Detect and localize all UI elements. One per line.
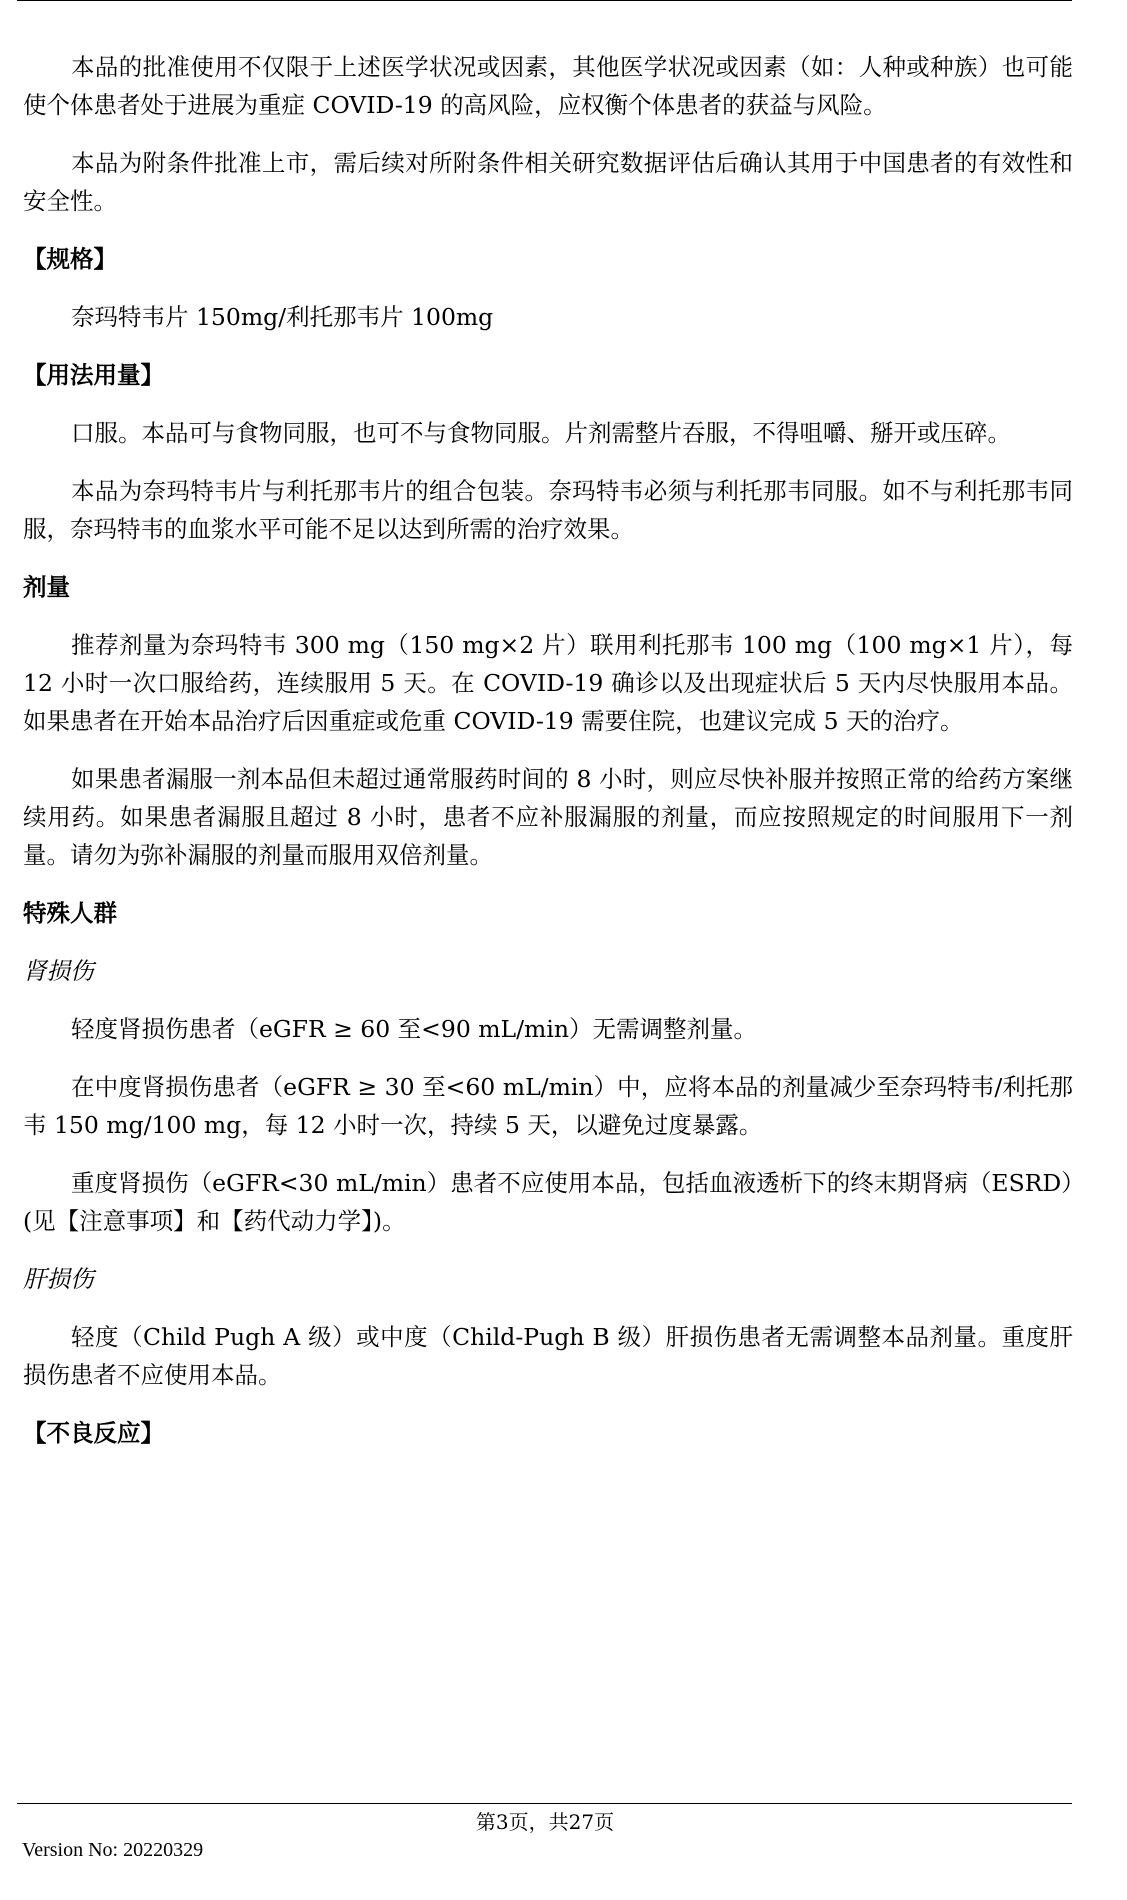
special-population-heading: 特殊人群 <box>23 899 117 927</box>
header-rule <box>17 0 1072 1</box>
dosage-heading: 剂量 <box>23 573 70 601</box>
document-body <box>23 48 1073 1472</box>
hepatic-paragraph-1: 轻度（Child Pugh A 级）或中度（Child-Pugh B 级）肝损伤患者无需调整本品剂量。重度肝损伤患者不应使用本品。 <box>23 1323 1073 1389</box>
renal-paragraph-2: 在中度肾损伤患者（eGFR ≥ 30 至<60 mL/min）中，应将本品的剂量减少至奈玛特韦/利托那韦 150 mg/100 mg，每 12 小时一次，持续 5 天，以避免过度暴露。 <box>23 1073 1073 1139</box>
hepatic-impairment-heading: 肝损伤 <box>23 1265 94 1293</box>
adverse-reactions-heading: 【不良反应】 <box>23 1419 164 1447</box>
footer-rule <box>17 1803 1072 1804</box>
renal-paragraph-1: 轻度肾损伤患者（eGFR ≥ 60 至<90 mL/min）无需调整剂量。 <box>71 1015 757 1043</box>
usage-heading: 【用法用量】 <box>23 361 164 389</box>
renal-paragraph-3: 重度肾损伤（eGFR<30 mL/min）患者不应使用本品，包括血液透析下的终末期肾病（ESRD）(见【注意事项】和【药代动力学】)。 <box>23 1169 1073 1235</box>
spec-heading: 【规格】 <box>23 245 117 273</box>
spec-text: 奈玛特韦片 150mg/利托那韦片 100mg <box>71 303 494 331</box>
usage-paragraph-1: 口服。本品可与食物同服，也可不与食物同服。片剂需整片吞服，不得咀嚼、掰开或压碎。 <box>71 419 1011 447</box>
dosage-paragraph-1: 推荐剂量为奈玛特韦 300 mg（150 mg×2 片）联用利托那韦 100 mg（100 mg×1 片），每 12 小时一次口服给药，连续服用 5 天。在 COVID-19 确诊以及出现症状后 5 天内尽快服用本品。如果患者在开始本品治疗后因重症或危重 COVID-19 需要住院，也建议完成 5 天的治疗。 <box>23 631 1073 735</box>
page-number: 第3页，共27页 <box>475 1810 615 1834</box>
intro-paragraph-2: 本品为附条件批准上市，需后续对所附条件相关研究数据评估后确认其用于中国患者的有效性和安全性。 <box>23 149 1073 215</box>
usage-paragraph-2: 本品为奈玛特韦片与利托那韦片的组合包装。奈玛特韦必须与利托那韦同服。如不与利托那韦同服，奈玛特韦的血浆水平可能不足以达到所需的治疗效果。 <box>23 477 1073 543</box>
dosage-paragraph-2: 如果患者漏服一剂本品但未超过通常服药时间的 8 小时，则应尽快补服并按照正常的给药方案继续用药。如果患者漏服且超过 8 小时，患者不应补服漏服的剂量，而应按照规定的时间服用下一剂量。请勿为弥补漏服的剂量而服用双倍剂量。 <box>23 765 1073 869</box>
renal-impairment-heading: 肾损伤 <box>23 957 94 985</box>
version-number: Version No: 20220329 <box>22 1839 204 1861</box>
intro-paragraph-1: 本品的批准使用不仅限于上述医学状况或因素，其他医学状况或因素（如：人种或种族）也可能使个体患者处于进展为重症 COVID-19 的高风险，应权衡个体患者的获益与风险。 <box>23 53 1073 119</box>
